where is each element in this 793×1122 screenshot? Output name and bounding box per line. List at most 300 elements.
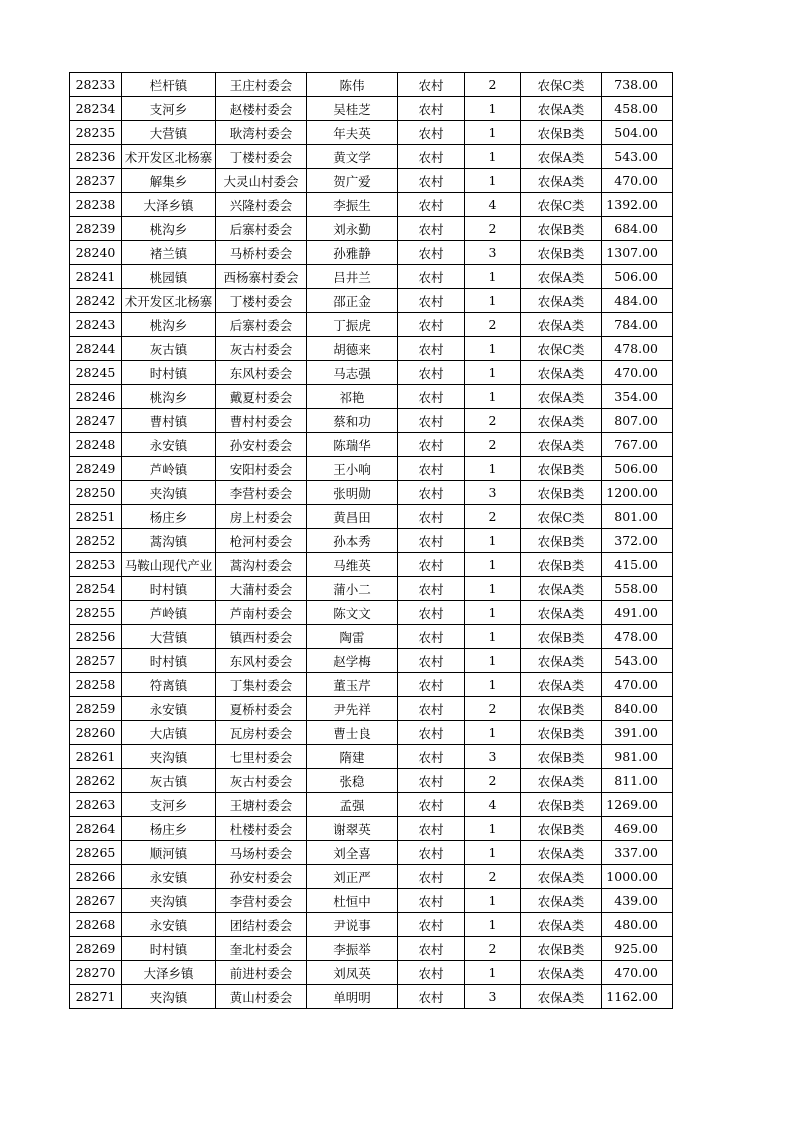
table-row bbox=[70, 457, 673, 481]
person-name-cell: 邵正金 bbox=[307, 289, 398, 313]
area-type-cell: 农村 bbox=[398, 745, 465, 769]
town-cell: 支河乡 bbox=[122, 97, 216, 121]
village-committee-cell: 黄山村委会 bbox=[216, 985, 307, 1009]
table-row bbox=[70, 289, 673, 313]
insurance-category-cell: 农保C类 bbox=[521, 193, 602, 217]
person-name-cell: 蔡和功 bbox=[307, 409, 398, 433]
record-id-cell: 28267 bbox=[70, 889, 122, 913]
table-row bbox=[70, 145, 673, 169]
table-row bbox=[70, 337, 673, 361]
insurance-category-cell: 农保B类 bbox=[521, 625, 602, 649]
amount-cell: 1269.00 bbox=[602, 793, 673, 817]
record-id-cell: 28269 bbox=[70, 937, 122, 961]
person-name-cell: 丁振虎 bbox=[307, 313, 398, 337]
person-name-cell: 刘凤英 bbox=[307, 961, 398, 985]
town-cell: 永安镇 bbox=[122, 913, 216, 937]
person-name-cell: 张稳 bbox=[307, 769, 398, 793]
insurance-category-cell: 农保A类 bbox=[521, 169, 602, 193]
village-committee-cell: 团结村委会 bbox=[216, 913, 307, 937]
town-cell: 术开发区北杨寨 bbox=[122, 289, 216, 313]
area-type-cell: 农村 bbox=[398, 913, 465, 937]
household-count-cell: 1 bbox=[465, 913, 521, 937]
table-row bbox=[70, 577, 673, 601]
record-id-cell: 28262 bbox=[70, 769, 122, 793]
amount-cell: 1000.00 bbox=[602, 865, 673, 889]
village-committee-cell: 前进村委会 bbox=[216, 961, 307, 985]
town-cell: 杨庄乡 bbox=[122, 505, 216, 529]
insurance-category-cell: 农保A类 bbox=[521, 673, 602, 697]
town-cell: 夹沟镇 bbox=[122, 985, 216, 1009]
area-type-cell: 农村 bbox=[398, 145, 465, 169]
table-row bbox=[70, 865, 673, 889]
table-row bbox=[70, 817, 673, 841]
household-count-cell: 1 bbox=[465, 721, 521, 745]
person-name-cell: 单明明 bbox=[307, 985, 398, 1009]
record-id-cell: 28235 bbox=[70, 121, 122, 145]
person-name-cell: 王小响 bbox=[307, 457, 398, 481]
town-cell: 栏杆镇 bbox=[122, 73, 216, 97]
person-name-cell: 谢翠英 bbox=[307, 817, 398, 841]
village-committee-cell: 七里村委会 bbox=[216, 745, 307, 769]
amount-cell: 1200.00 bbox=[602, 481, 673, 505]
amount-cell: 1307.00 bbox=[602, 241, 673, 265]
insurance-category-cell: 农保A类 bbox=[521, 289, 602, 313]
record-id-cell: 28245 bbox=[70, 361, 122, 385]
village-committee-cell: 芦南村委会 bbox=[216, 601, 307, 625]
village-committee-cell: 丁集村委会 bbox=[216, 673, 307, 697]
amount-cell: 354.00 bbox=[602, 385, 673, 409]
person-name-cell: 尹说事 bbox=[307, 913, 398, 937]
person-name-cell: 尹先祥 bbox=[307, 697, 398, 721]
insurance-category-cell: 农保A类 bbox=[521, 913, 602, 937]
area-type-cell: 农村 bbox=[398, 553, 465, 577]
table-row bbox=[70, 745, 673, 769]
area-type-cell: 农村 bbox=[398, 889, 465, 913]
village-committee-cell: 灰古村委会 bbox=[216, 337, 307, 361]
table-row bbox=[70, 793, 673, 817]
record-id-cell: 28255 bbox=[70, 601, 122, 625]
record-id-cell: 28251 bbox=[70, 505, 122, 529]
area-type-cell: 农村 bbox=[398, 505, 465, 529]
table-row bbox=[70, 721, 673, 745]
record-id-cell: 28247 bbox=[70, 409, 122, 433]
household-count-cell: 2 bbox=[465, 505, 521, 529]
table-row bbox=[70, 193, 673, 217]
person-name-cell: 孙本秀 bbox=[307, 529, 398, 553]
amount-cell: 1162.00 bbox=[602, 985, 673, 1009]
household-count-cell: 2 bbox=[465, 409, 521, 433]
area-type-cell: 农村 bbox=[398, 433, 465, 457]
village-committee-cell: 后寨村委会 bbox=[216, 313, 307, 337]
amount-cell: 478.00 bbox=[602, 625, 673, 649]
table-row bbox=[70, 961, 673, 985]
town-cell: 时村镇 bbox=[122, 577, 216, 601]
village-committee-cell: 后寨村委会 bbox=[216, 217, 307, 241]
person-name-cell: 黄文学 bbox=[307, 145, 398, 169]
insurance-category-cell: 农保A类 bbox=[521, 649, 602, 673]
village-committee-cell: 西杨寨村委会 bbox=[216, 265, 307, 289]
town-cell: 永安镇 bbox=[122, 865, 216, 889]
record-id-cell: 28234 bbox=[70, 97, 122, 121]
town-cell: 大店镇 bbox=[122, 721, 216, 745]
insurance-category-cell: 农保A类 bbox=[521, 841, 602, 865]
town-cell: 杨庄乡 bbox=[122, 817, 216, 841]
insurance-category-cell: 农保B类 bbox=[521, 241, 602, 265]
record-id-cell: 28261 bbox=[70, 745, 122, 769]
insurance-category-cell: 农保B类 bbox=[521, 721, 602, 745]
insurance-category-cell: 农保A类 bbox=[521, 385, 602, 409]
village-committee-cell: 镇西村委会 bbox=[216, 625, 307, 649]
table-row bbox=[70, 73, 673, 97]
area-type-cell: 农村 bbox=[398, 529, 465, 553]
town-cell: 桃沟乡 bbox=[122, 217, 216, 241]
household-count-cell: 1 bbox=[465, 361, 521, 385]
person-name-cell: 赵学梅 bbox=[307, 649, 398, 673]
household-count-cell: 1 bbox=[465, 97, 521, 121]
town-cell: 蒿沟镇 bbox=[122, 529, 216, 553]
area-type-cell: 农村 bbox=[398, 361, 465, 385]
person-name-cell: 隋建 bbox=[307, 745, 398, 769]
amount-cell: 484.00 bbox=[602, 289, 673, 313]
record-id-cell: 28271 bbox=[70, 985, 122, 1009]
table-row bbox=[70, 529, 673, 553]
person-name-cell: 董玉芹 bbox=[307, 673, 398, 697]
town-cell: 马鞍山现代产业 bbox=[122, 553, 216, 577]
village-committee-cell: 杜楼村委会 bbox=[216, 817, 307, 841]
person-name-cell: 陈瑞华 bbox=[307, 433, 398, 457]
record-id-cell: 28236 bbox=[70, 145, 122, 169]
town-cell: 芦岭镇 bbox=[122, 601, 216, 625]
person-name-cell: 曹士良 bbox=[307, 721, 398, 745]
village-committee-cell: 李营村委会 bbox=[216, 481, 307, 505]
village-committee-cell: 丁楼村委会 bbox=[216, 145, 307, 169]
village-committee-cell: 王塘村委会 bbox=[216, 793, 307, 817]
town-cell: 桃沟乡 bbox=[122, 313, 216, 337]
household-count-cell: 1 bbox=[465, 145, 521, 169]
amount-cell: 981.00 bbox=[602, 745, 673, 769]
amount-cell: 470.00 bbox=[602, 673, 673, 697]
table-row bbox=[70, 697, 673, 721]
person-name-cell: 马志强 bbox=[307, 361, 398, 385]
insurance-category-cell: 农保A类 bbox=[521, 409, 602, 433]
amount-cell: 1392.00 bbox=[602, 193, 673, 217]
amount-cell: 840.00 bbox=[602, 697, 673, 721]
amount-cell: 807.00 bbox=[602, 409, 673, 433]
area-type-cell: 农村 bbox=[398, 457, 465, 481]
town-cell: 永安镇 bbox=[122, 697, 216, 721]
area-type-cell: 农村 bbox=[398, 577, 465, 601]
area-type-cell: 农村 bbox=[398, 313, 465, 337]
record-id-cell: 28242 bbox=[70, 289, 122, 313]
table-row bbox=[70, 913, 673, 937]
data-table bbox=[69, 72, 673, 1009]
amount-cell: 504.00 bbox=[602, 121, 673, 145]
table-row bbox=[70, 121, 673, 145]
record-id-cell: 28266 bbox=[70, 865, 122, 889]
household-count-cell: 4 bbox=[465, 193, 521, 217]
amount-cell: 506.00 bbox=[602, 265, 673, 289]
village-committee-cell: 枪河村委会 bbox=[216, 529, 307, 553]
table-row bbox=[70, 265, 673, 289]
amount-cell: 372.00 bbox=[602, 529, 673, 553]
record-id-cell: 28243 bbox=[70, 313, 122, 337]
person-name-cell: 蒲小二 bbox=[307, 577, 398, 601]
record-id-cell: 28248 bbox=[70, 433, 122, 457]
record-id-cell: 28244 bbox=[70, 337, 122, 361]
person-name-cell: 陈伟 bbox=[307, 73, 398, 97]
household-count-cell: 2 bbox=[465, 313, 521, 337]
record-id-cell: 28254 bbox=[70, 577, 122, 601]
town-cell: 大泽乡镇 bbox=[122, 961, 216, 985]
town-cell: 解集乡 bbox=[122, 169, 216, 193]
village-committee-cell: 丁楼村委会 bbox=[216, 289, 307, 313]
amount-cell: 767.00 bbox=[602, 433, 673, 457]
household-count-cell: 1 bbox=[465, 625, 521, 649]
town-cell: 桃沟乡 bbox=[122, 385, 216, 409]
amount-cell: 470.00 bbox=[602, 961, 673, 985]
person-name-cell: 张明勋 bbox=[307, 481, 398, 505]
town-cell: 大营镇 bbox=[122, 625, 216, 649]
amount-cell: 458.00 bbox=[602, 97, 673, 121]
household-count-cell: 4 bbox=[465, 793, 521, 817]
table-body bbox=[70, 73, 673, 1009]
household-count-cell: 1 bbox=[465, 817, 521, 841]
household-count-cell: 1 bbox=[465, 889, 521, 913]
amount-cell: 738.00 bbox=[602, 73, 673, 97]
table-row bbox=[70, 505, 673, 529]
insurance-category-cell: 农保A类 bbox=[521, 889, 602, 913]
person-name-cell: 孙雅静 bbox=[307, 241, 398, 265]
area-type-cell: 农村 bbox=[398, 97, 465, 121]
area-type-cell: 农村 bbox=[398, 769, 465, 793]
table-row bbox=[70, 985, 673, 1009]
village-committee-cell: 奎北村委会 bbox=[216, 937, 307, 961]
household-count-cell: 2 bbox=[465, 217, 521, 241]
area-type-cell: 农村 bbox=[398, 409, 465, 433]
town-cell: 符离镇 bbox=[122, 673, 216, 697]
amount-cell: 506.00 bbox=[602, 457, 673, 481]
table-row bbox=[70, 433, 673, 457]
area-type-cell: 农村 bbox=[398, 985, 465, 1009]
insurance-category-cell: 农保B类 bbox=[521, 937, 602, 961]
household-count-cell: 1 bbox=[465, 553, 521, 577]
insurance-category-cell: 农保A类 bbox=[521, 433, 602, 457]
table-row bbox=[70, 385, 673, 409]
amount-cell: 470.00 bbox=[602, 361, 673, 385]
insurance-category-cell: 农保C类 bbox=[521, 73, 602, 97]
record-id-cell: 28259 bbox=[70, 697, 122, 721]
village-committee-cell: 孙安村委会 bbox=[216, 865, 307, 889]
area-type-cell: 农村 bbox=[398, 241, 465, 265]
insurance-category-cell: 农保C类 bbox=[521, 337, 602, 361]
person-name-cell: 胡德来 bbox=[307, 337, 398, 361]
town-cell: 顺河镇 bbox=[122, 841, 216, 865]
household-count-cell: 1 bbox=[465, 673, 521, 697]
amount-cell: 925.00 bbox=[602, 937, 673, 961]
amount-cell: 480.00 bbox=[602, 913, 673, 937]
town-cell: 曹村镇 bbox=[122, 409, 216, 433]
insurance-category-cell: 农保A类 bbox=[521, 361, 602, 385]
table-row bbox=[70, 553, 673, 577]
insurance-category-cell: 农保A类 bbox=[521, 265, 602, 289]
household-count-cell: 2 bbox=[465, 769, 521, 793]
insurance-category-cell: 农保A类 bbox=[521, 97, 602, 121]
village-committee-cell: 东风村委会 bbox=[216, 361, 307, 385]
person-name-cell: 黄昌田 bbox=[307, 505, 398, 529]
insurance-category-cell: 农保B类 bbox=[521, 817, 602, 841]
person-name-cell: 吴桂芝 bbox=[307, 97, 398, 121]
household-count-cell: 2 bbox=[465, 73, 521, 97]
household-count-cell: 3 bbox=[465, 745, 521, 769]
table-row bbox=[70, 769, 673, 793]
household-count-cell: 3 bbox=[465, 985, 521, 1009]
amount-cell: 439.00 bbox=[602, 889, 673, 913]
insurance-category-cell: 农保A类 bbox=[521, 985, 602, 1009]
area-type-cell: 农村 bbox=[398, 265, 465, 289]
amount-cell: 543.00 bbox=[602, 649, 673, 673]
insurance-category-cell: 农保A类 bbox=[521, 313, 602, 337]
record-id-cell: 28256 bbox=[70, 625, 122, 649]
insurance-category-cell: 农保B类 bbox=[521, 697, 602, 721]
household-count-cell: 1 bbox=[465, 457, 521, 481]
insurance-category-cell: 农保A类 bbox=[521, 577, 602, 601]
village-committee-cell: 灰古村委会 bbox=[216, 769, 307, 793]
town-cell: 芦岭镇 bbox=[122, 457, 216, 481]
table-row bbox=[70, 313, 673, 337]
town-cell: 夹沟镇 bbox=[122, 889, 216, 913]
record-id-cell: 28260 bbox=[70, 721, 122, 745]
record-id-cell: 28265 bbox=[70, 841, 122, 865]
town-cell: 时村镇 bbox=[122, 649, 216, 673]
person-name-cell: 贺广爱 bbox=[307, 169, 398, 193]
insurance-category-cell: 农保A类 bbox=[521, 601, 602, 625]
table-row bbox=[70, 241, 673, 265]
person-name-cell: 孟强 bbox=[307, 793, 398, 817]
amount-cell: 543.00 bbox=[602, 145, 673, 169]
area-type-cell: 农村 bbox=[398, 601, 465, 625]
area-type-cell: 农村 bbox=[398, 289, 465, 313]
town-cell: 时村镇 bbox=[122, 361, 216, 385]
village-committee-cell: 李营村委会 bbox=[216, 889, 307, 913]
village-committee-cell: 夏桥村委会 bbox=[216, 697, 307, 721]
insurance-category-cell: 农保B类 bbox=[521, 745, 602, 769]
record-id-cell: 28252 bbox=[70, 529, 122, 553]
amount-cell: 558.00 bbox=[602, 577, 673, 601]
record-id-cell: 28257 bbox=[70, 649, 122, 673]
person-name-cell: 吕井兰 bbox=[307, 265, 398, 289]
amount-cell: 470.00 bbox=[602, 169, 673, 193]
area-type-cell: 农村 bbox=[398, 649, 465, 673]
town-cell: 永安镇 bbox=[122, 433, 216, 457]
town-cell: 大营镇 bbox=[122, 121, 216, 145]
insurance-category-cell: 农保B类 bbox=[521, 529, 602, 553]
town-cell: 桃园镇 bbox=[122, 265, 216, 289]
person-name-cell: 陶雷 bbox=[307, 625, 398, 649]
area-type-cell: 农村 bbox=[398, 841, 465, 865]
person-name-cell: 陈文文 bbox=[307, 601, 398, 625]
table-row bbox=[70, 169, 673, 193]
village-committee-cell: 戴夏村委会 bbox=[216, 385, 307, 409]
amount-cell: 391.00 bbox=[602, 721, 673, 745]
table-row bbox=[70, 409, 673, 433]
household-count-cell: 2 bbox=[465, 433, 521, 457]
area-type-cell: 农村 bbox=[398, 865, 465, 889]
record-id-cell: 28233 bbox=[70, 73, 122, 97]
person-name-cell: 刘全喜 bbox=[307, 841, 398, 865]
insurance-category-cell: 农保B类 bbox=[521, 457, 602, 481]
town-cell: 术开发区北杨寨 bbox=[122, 145, 216, 169]
insurance-category-cell: 农保B类 bbox=[521, 793, 602, 817]
record-id-cell: 28253 bbox=[70, 553, 122, 577]
record-id-cell: 28258 bbox=[70, 673, 122, 697]
table-row bbox=[70, 481, 673, 505]
record-id-cell: 28240 bbox=[70, 241, 122, 265]
village-committee-cell: 瓦房村委会 bbox=[216, 721, 307, 745]
town-cell: 大泽乡镇 bbox=[122, 193, 216, 217]
person-name-cell: 刘正严 bbox=[307, 865, 398, 889]
village-committee-cell: 大蒲村委会 bbox=[216, 577, 307, 601]
table-row bbox=[70, 601, 673, 625]
village-committee-cell: 王庄村委会 bbox=[216, 73, 307, 97]
insurance-category-cell: 农保B类 bbox=[521, 481, 602, 505]
village-committee-cell: 兴隆村委会 bbox=[216, 193, 307, 217]
amount-cell: 415.00 bbox=[602, 553, 673, 577]
village-committee-cell: 马场村委会 bbox=[216, 841, 307, 865]
record-id-cell: 28249 bbox=[70, 457, 122, 481]
town-cell: 灰古镇 bbox=[122, 769, 216, 793]
record-id-cell: 28268 bbox=[70, 913, 122, 937]
household-count-cell: 1 bbox=[465, 649, 521, 673]
village-committee-cell: 耿湾村委会 bbox=[216, 121, 307, 145]
household-count-cell: 3 bbox=[465, 481, 521, 505]
insurance-category-cell: 农保B类 bbox=[521, 121, 602, 145]
area-type-cell: 农村 bbox=[398, 817, 465, 841]
record-id-cell: 28264 bbox=[70, 817, 122, 841]
insurance-category-cell: 农保A类 bbox=[521, 769, 602, 793]
amount-cell: 491.00 bbox=[602, 601, 673, 625]
person-name-cell: 杜恒中 bbox=[307, 889, 398, 913]
village-committee-cell: 安阳村委会 bbox=[216, 457, 307, 481]
town-cell: 时村镇 bbox=[122, 937, 216, 961]
household-count-cell: 1 bbox=[465, 337, 521, 361]
village-committee-cell: 赵楼村委会 bbox=[216, 97, 307, 121]
record-id-cell: 28241 bbox=[70, 265, 122, 289]
household-count-cell: 1 bbox=[465, 169, 521, 193]
person-name-cell: 李振生 bbox=[307, 193, 398, 217]
table-row bbox=[70, 841, 673, 865]
area-type-cell: 农村 bbox=[398, 121, 465, 145]
area-type-cell: 农村 bbox=[398, 697, 465, 721]
area-type-cell: 农村 bbox=[398, 337, 465, 361]
area-type-cell: 农村 bbox=[398, 217, 465, 241]
table-row bbox=[70, 97, 673, 121]
household-count-cell: 1 bbox=[465, 265, 521, 289]
amount-cell: 801.00 bbox=[602, 505, 673, 529]
amount-cell: 478.00 bbox=[602, 337, 673, 361]
person-name-cell: 年夫英 bbox=[307, 121, 398, 145]
record-id-cell: 28263 bbox=[70, 793, 122, 817]
amount-cell: 784.00 bbox=[602, 313, 673, 337]
household-count-cell: 1 bbox=[465, 841, 521, 865]
record-id-cell: 28237 bbox=[70, 169, 122, 193]
area-type-cell: 农村 bbox=[398, 169, 465, 193]
village-committee-cell: 房上村委会 bbox=[216, 505, 307, 529]
town-cell: 灰古镇 bbox=[122, 337, 216, 361]
household-count-cell: 2 bbox=[465, 697, 521, 721]
person-name-cell: 马维英 bbox=[307, 553, 398, 577]
insurance-category-cell: 农保B类 bbox=[521, 217, 602, 241]
town-cell: 支河乡 bbox=[122, 793, 216, 817]
